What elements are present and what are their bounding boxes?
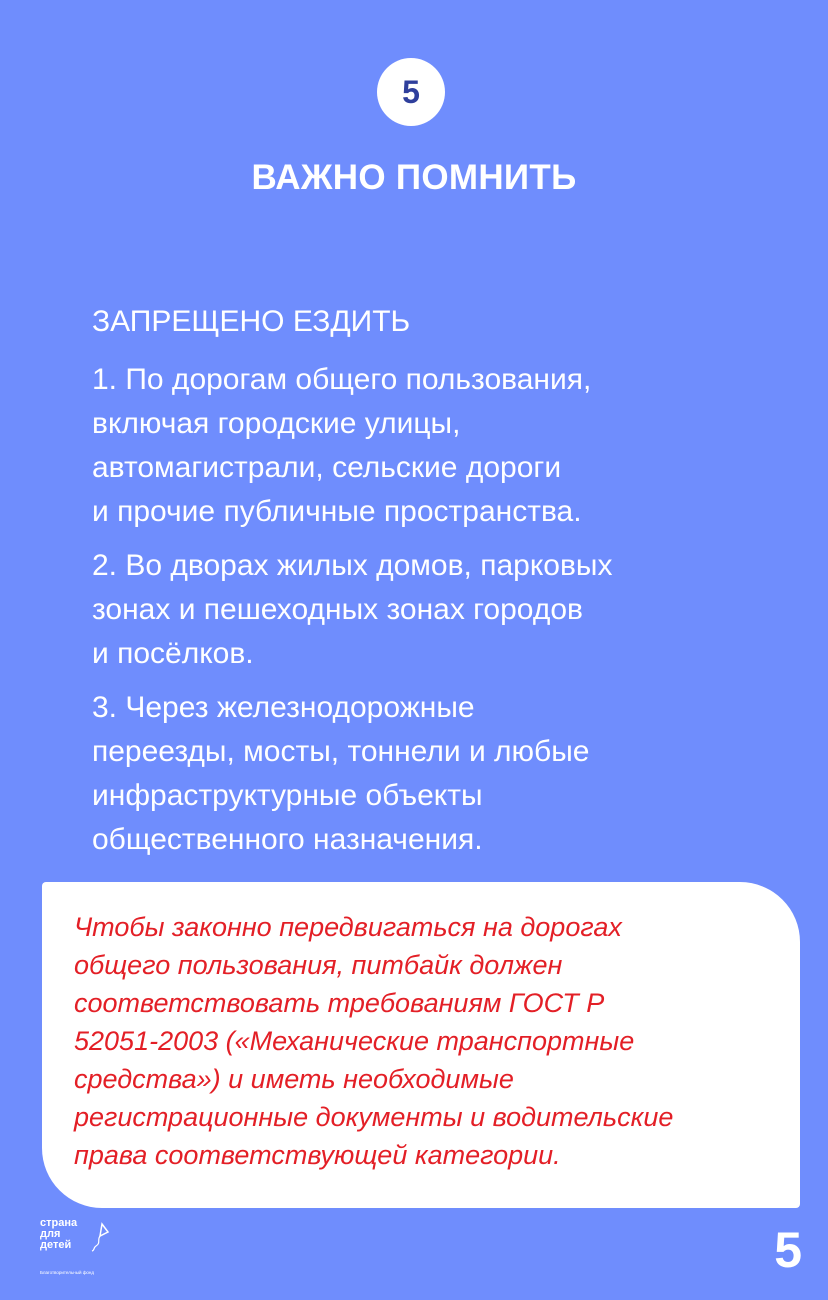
note-line: регистрационные документы и водительские xyxy=(74,1102,674,1132)
step-number-badge xyxy=(377,58,445,126)
rule-line: инфраструктурные объекты xyxy=(92,779,483,812)
rule-item-1 xyxy=(92,358,792,534)
note-line: соответствовать требованиям ГОСТ Р xyxy=(74,988,605,1018)
rule-item-2 xyxy=(92,544,792,676)
logo-word: для xyxy=(40,1228,61,1240)
rule-line: 3. Через железнодорожные xyxy=(92,691,475,724)
rule-line: общественного назначения. xyxy=(92,823,483,856)
note-line: средства») и иметь необходимые xyxy=(74,1064,514,1094)
rule-line: переезды, мосты, тоннели и любые xyxy=(92,735,590,768)
rule-line: включая городские улицы, xyxy=(92,407,461,440)
note-line: общего пользования, питбайк должен xyxy=(74,950,563,980)
note-line: права соответствующей категории. xyxy=(74,1140,561,1170)
kite-icon xyxy=(90,1222,110,1252)
rule-line: 1. По дорогам общего пользования, xyxy=(92,363,592,396)
logo-word: страна xyxy=(40,1217,78,1229)
rule-line: и посёлков. xyxy=(92,637,254,670)
rule-line: 2. Во дворах жилых домов, парковых xyxy=(92,549,613,582)
rule-line: и прочие публичные пространства. xyxy=(92,495,582,528)
rule-line: зонах и пешеходных зонах городов xyxy=(92,593,583,626)
note-card xyxy=(42,882,800,1208)
page-title: ВАЖНО ПОМНИТЬ xyxy=(251,158,577,197)
note-line: 52051-2003 («Механические транспортные xyxy=(74,1026,635,1056)
logo-word: детей xyxy=(40,1239,72,1251)
logo-tagline: Благотворительный фонд xyxy=(40,1270,95,1275)
foundation-logo xyxy=(40,1218,150,1278)
rule-line: автомагистрали, сельские дороги xyxy=(92,451,562,484)
main-content xyxy=(92,302,792,862)
page-number: 5 xyxy=(774,1222,802,1278)
rule-item-3 xyxy=(92,686,792,862)
note-text xyxy=(74,908,770,1174)
note-line: Чтобы законно передвигаться на дорогах xyxy=(74,912,622,942)
section-heading: ЗАПРЕЩЕНО ЕЗДИТЬ xyxy=(92,305,411,338)
step-number: 5 xyxy=(402,73,420,110)
